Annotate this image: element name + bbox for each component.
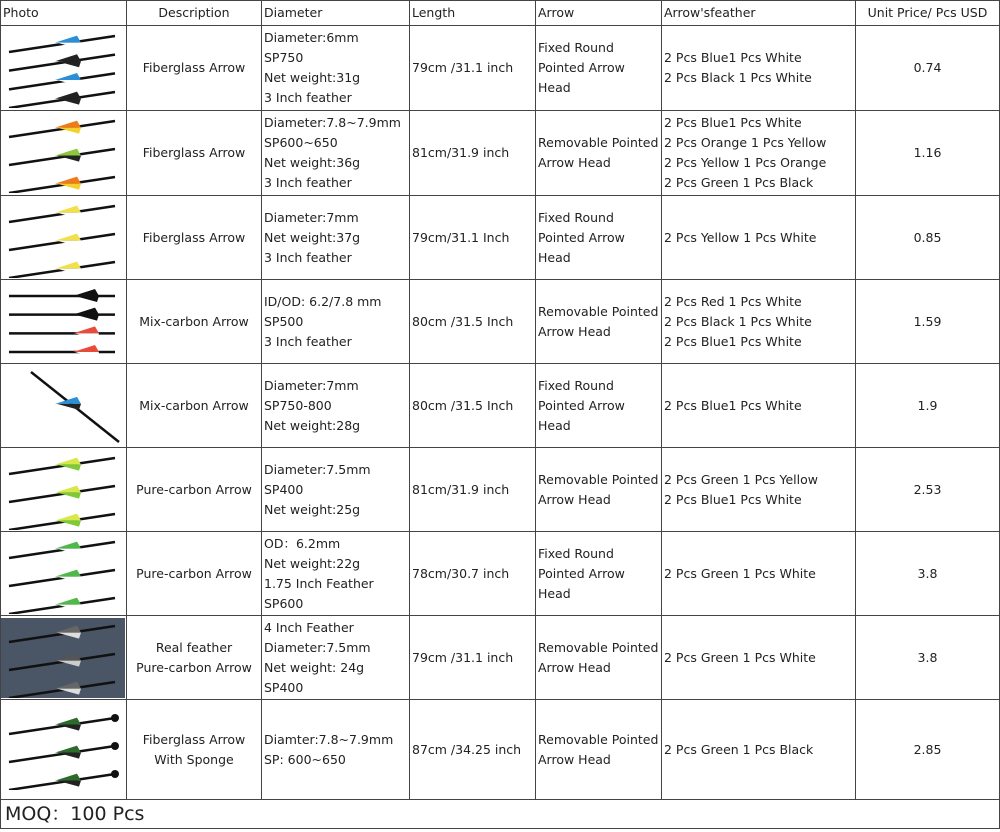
diameter-cell-line: SP600~650 (264, 135, 338, 150)
price-cell: 1.9 (856, 364, 1000, 448)
feather-cell-line: 2 Pcs Green 1 Pcs Yellow (664, 471, 818, 487)
diameter-cell-line: SP: 600~650 (264, 751, 346, 767)
price-cell: 1.16 (856, 111, 1000, 196)
arrow-head-cell (536, 532, 662, 616)
arrow-head-cell-line: Pointed Arrow (538, 565, 625, 581)
arrow-head-cell-line: Removable Pointed (538, 303, 659, 319)
photo-cell (1, 111, 127, 196)
feather-cell-line: 2 Pcs Black 1 Pcs White (664, 313, 812, 329)
description-cell-line: Fiberglass Arrow (142, 731, 246, 747)
diameter-cell-line: Diameter:7.8~7.9mm (264, 115, 401, 130)
arrow-head-cell-line: Arrow Head (538, 659, 611, 675)
diameter-cell-line: Diamter:7.8~7.9mm (264, 731, 394, 747)
feather-cell-line: 2 Pcs Orange 1 Pcs Yellow (664, 135, 827, 150)
feather-cell (662, 26, 856, 111)
description-cell (127, 616, 262, 700)
arrow-head-cell-line: Pointed Arrow (538, 60, 625, 75)
diameter-cell-line: Net weight:28g (264, 417, 361, 433)
photo-cell (1, 280, 127, 364)
arrow-head-cell-line: Pointed Arrow (538, 229, 625, 245)
feather-cell (662, 700, 856, 800)
photo-cell (1, 700, 127, 800)
feather-cell-line: 2 Pcs Blue1 Pcs White (664, 491, 802, 507)
arrow-head-cell-line: Head (538, 585, 571, 601)
diameter-cell-line: Net weight:31g (264, 70, 361, 85)
diameter-cell-line: 3 Inch feather (264, 175, 352, 190)
description-cell-line: Fiberglass Arrow (142, 60, 246, 75)
arrow-head-cell-line: Arrow Head (538, 323, 611, 339)
description-cell (127, 196, 262, 280)
length-cell: 80cm /31.5 Inch (410, 280, 536, 364)
arrow-head-cell-line: Head (538, 80, 571, 95)
diameter-cell (262, 448, 410, 532)
diameter-cell-line: Diameter:7.5mm (264, 461, 371, 477)
description-cell (127, 448, 262, 532)
diameter-cell (262, 111, 410, 196)
feather-cell-line: 2 Pcs Black 1 Pcs White (664, 70, 812, 85)
price-cell: 2.53 (856, 448, 1000, 532)
arrow-head-cell (536, 111, 662, 196)
feather-cell (662, 448, 856, 532)
length-cell: 79cm /31.1 inch (410, 616, 536, 700)
arrows-yellow-white-photo (1, 198, 125, 278)
feather-cell (662, 280, 856, 364)
feather-cell (662, 616, 856, 700)
arrow-head-cell-line: Removable Pointed (538, 471, 659, 487)
diameter-cell (262, 280, 410, 364)
price-cell: 3.8 (856, 616, 1000, 700)
arrow-head-cell-line: Fixed Round (538, 209, 614, 225)
description-cell (127, 700, 262, 800)
diameter-cell-line: SP400 (264, 679, 304, 695)
arrow-head-cell (536, 448, 662, 532)
diameter-cell-line: 3 Inch feather (264, 90, 352, 105)
photo-cell (1, 26, 127, 111)
length-cell: 78cm/30.7 inch (410, 532, 536, 616)
arrows-orange-yellow-photo (1, 113, 125, 193)
arrow-head-cell-line: Removable Pointed (538, 731, 659, 747)
diameter-cell (262, 196, 410, 280)
description-cell-line: Pure-carbon Arrow (136, 565, 252, 581)
header-description: Description (127, 1, 262, 26)
header-price: Unit Price/ Pcs USD (856, 1, 1000, 26)
diameter-cell (262, 364, 410, 448)
diameter-cell (262, 700, 410, 800)
length-cell: 87cm /34.25 inch (410, 700, 536, 800)
photo-cell (1, 448, 127, 532)
photo-cell (1, 532, 127, 616)
description-cell (127, 111, 262, 196)
feather-cell-line: 2 Pcs Yellow 1 Pcs White (664, 229, 817, 245)
price-cell: 1.59 (856, 280, 1000, 364)
feather-cell-line: 2 Pcs Green 1 Pcs Black (664, 741, 814, 757)
table-row (1, 196, 1000, 280)
photo-cell (1, 616, 127, 700)
diameter-cell-line: 4 Inch Feather (264, 619, 354, 635)
arrow-head-cell-line: Head (538, 417, 571, 433)
table-row (1, 26, 1000, 111)
description-cell-line: Pure-carbon Arrow (136, 481, 252, 497)
arrow-head-cell (536, 700, 662, 800)
arrow-head-cell-line: Arrow Head (538, 155, 611, 170)
table-row (1, 111, 1000, 196)
length-cell: 79cm /31.1 inch (410, 26, 536, 111)
diameter-cell-line: 3 Inch feather (264, 333, 352, 349)
arrows-sponge-tip-photo (1, 710, 125, 790)
feather-cell-line: 2 Pcs Green 1 Pcs White (664, 565, 816, 581)
description-cell (127, 280, 262, 364)
diameter-cell-line: SP600 (264, 595, 304, 611)
length-cell: 81cm/31.9 inch (410, 111, 536, 196)
feather-cell-line: 2 Pcs Green 1 Pcs White (664, 649, 816, 665)
diameter-cell-line: Net weight:36g (264, 155, 361, 170)
feather-cell-line: 2 Pcs Red 1 Pcs White (664, 293, 802, 309)
diameter-cell-line: SP500 (264, 313, 304, 329)
header-row (1, 1, 1000, 26)
feather-cell-line: 2 Pcs Blue1 Pcs White (664, 50, 802, 65)
diameter-cell-line: Diameter:7.5mm (264, 639, 371, 655)
length-cell: 81cm/31.9 inch (410, 448, 536, 532)
arrow-head-cell (536, 280, 662, 364)
description-cell-line: Real feather (155, 639, 233, 655)
description-cell-line: Pure-carbon Arrow (136, 659, 252, 675)
arrows-blue-single-photo (1, 366, 125, 446)
photo-cell (1, 364, 127, 448)
feather-cell (662, 111, 856, 196)
arrows-real-feather-photo (1, 618, 125, 698)
arrow-head-cell-line: Fixed Round (538, 377, 614, 393)
diameter-cell-line: SP750-800 (264, 397, 332, 413)
arrow-head-cell (536, 196, 662, 280)
feather-cell-line: 2 Pcs Blue1 Pcs White (664, 115, 802, 130)
feather-cell (662, 532, 856, 616)
diameter-cell (262, 26, 410, 111)
description-cell-line: Mix-carbon Arrow (139, 313, 249, 329)
diameter-cell-line: OD：6.2mm (264, 535, 341, 551)
price-cell: 3.8 (856, 532, 1000, 616)
table-row (1, 616, 1000, 700)
arrow-head-cell-line: Pointed Arrow (538, 397, 625, 413)
arrows-red-black-photo (1, 282, 125, 362)
diameter-cell-line: Diameter:7mm (264, 209, 359, 225)
table-row (1, 280, 1000, 364)
price-cell: 0.74 (856, 26, 1000, 111)
feather-cell-line: 2 Pcs Yellow 1 Pcs Orange (664, 155, 827, 170)
diameter-cell-line: Net weight:37g (264, 229, 361, 245)
arrow-head-cell-line: Arrow Head (538, 491, 611, 507)
arrow-head-cell-line: Removable Pointed (538, 135, 659, 150)
table-row (1, 700, 1000, 800)
description-cell (127, 532, 262, 616)
description-cell-line: Fiberglass Arrow (142, 145, 246, 160)
table-row (1, 532, 1000, 616)
feather-cell-line: 2 Pcs Green 1 Pcs Black (664, 175, 814, 190)
diameter-cell (262, 532, 410, 616)
arrow-head-cell (536, 364, 662, 448)
arrow-head-cell (536, 616, 662, 700)
price-cell: 2.85 (856, 700, 1000, 800)
diameter-cell-line: SP400 (264, 481, 304, 497)
arrow-head-cell-line: Fixed Round (538, 40, 614, 55)
table-row (1, 364, 1000, 448)
moq-footer: MOQ：100 Pcs (0, 800, 1000, 829)
diameter-cell-line: Net weight:22g (264, 555, 361, 571)
diameter-cell-line: SP750 (264, 50, 304, 65)
feather-cell (662, 364, 856, 448)
description-cell-line: Mix-carbon Arrow (139, 397, 249, 413)
arrow-head-cell-line: Head (538, 249, 571, 265)
header-feather: Arrow'sfeather (662, 1, 856, 26)
diameter-cell-line: Net weight: 24g (264, 659, 365, 675)
photo-cell (1, 196, 127, 280)
diameter-cell-line: Diameter:7mm (264, 377, 359, 393)
arrows-green-white-photo (1, 534, 125, 614)
description-cell (127, 26, 262, 111)
arrow-head-cell-line: Arrow Head (538, 751, 611, 767)
feather-cell-line: 2 Pcs Blue1 Pcs White (664, 333, 802, 349)
arrows-blue-white-photo (1, 28, 125, 108)
diameter-cell-line: Diameter:6mm (264, 30, 359, 45)
feather-cell (662, 196, 856, 280)
feather-cell-line: 2 Pcs Blue1 Pcs White (664, 397, 802, 413)
arrow-head-cell-line: Fixed Round (538, 545, 614, 561)
length-cell: 80cm /31.5 Inch (410, 364, 536, 448)
diameter-cell-line: ID/OD: 6.2/7.8 mm (264, 293, 382, 309)
arrows-green-yellow-photo (1, 450, 125, 530)
arrow-head-cell-line: Removable Pointed (538, 639, 659, 655)
diameter-cell-line: Net weight:25g (264, 501, 361, 517)
arrow-head-cell (536, 26, 662, 111)
header-length: Length (410, 1, 536, 26)
diameter-cell-line: 3 Inch feather (264, 249, 352, 265)
header-diameter: Diameter (262, 1, 410, 26)
diameter-cell-line: 1.75 Inch Feather (264, 575, 374, 591)
description-cell (127, 364, 262, 448)
length-cell: 79cm/31.1 Inch (410, 196, 536, 280)
price-cell: 0.85 (856, 196, 1000, 280)
diameter-cell (262, 616, 410, 700)
description-cell-line: With Sponge (154, 751, 234, 767)
header-photo: Photo (1, 1, 127, 26)
header-arrow: Arrow (536, 1, 662, 26)
description-cell-line: Fiberglass Arrow (142, 229, 246, 245)
table-row (1, 448, 1000, 532)
